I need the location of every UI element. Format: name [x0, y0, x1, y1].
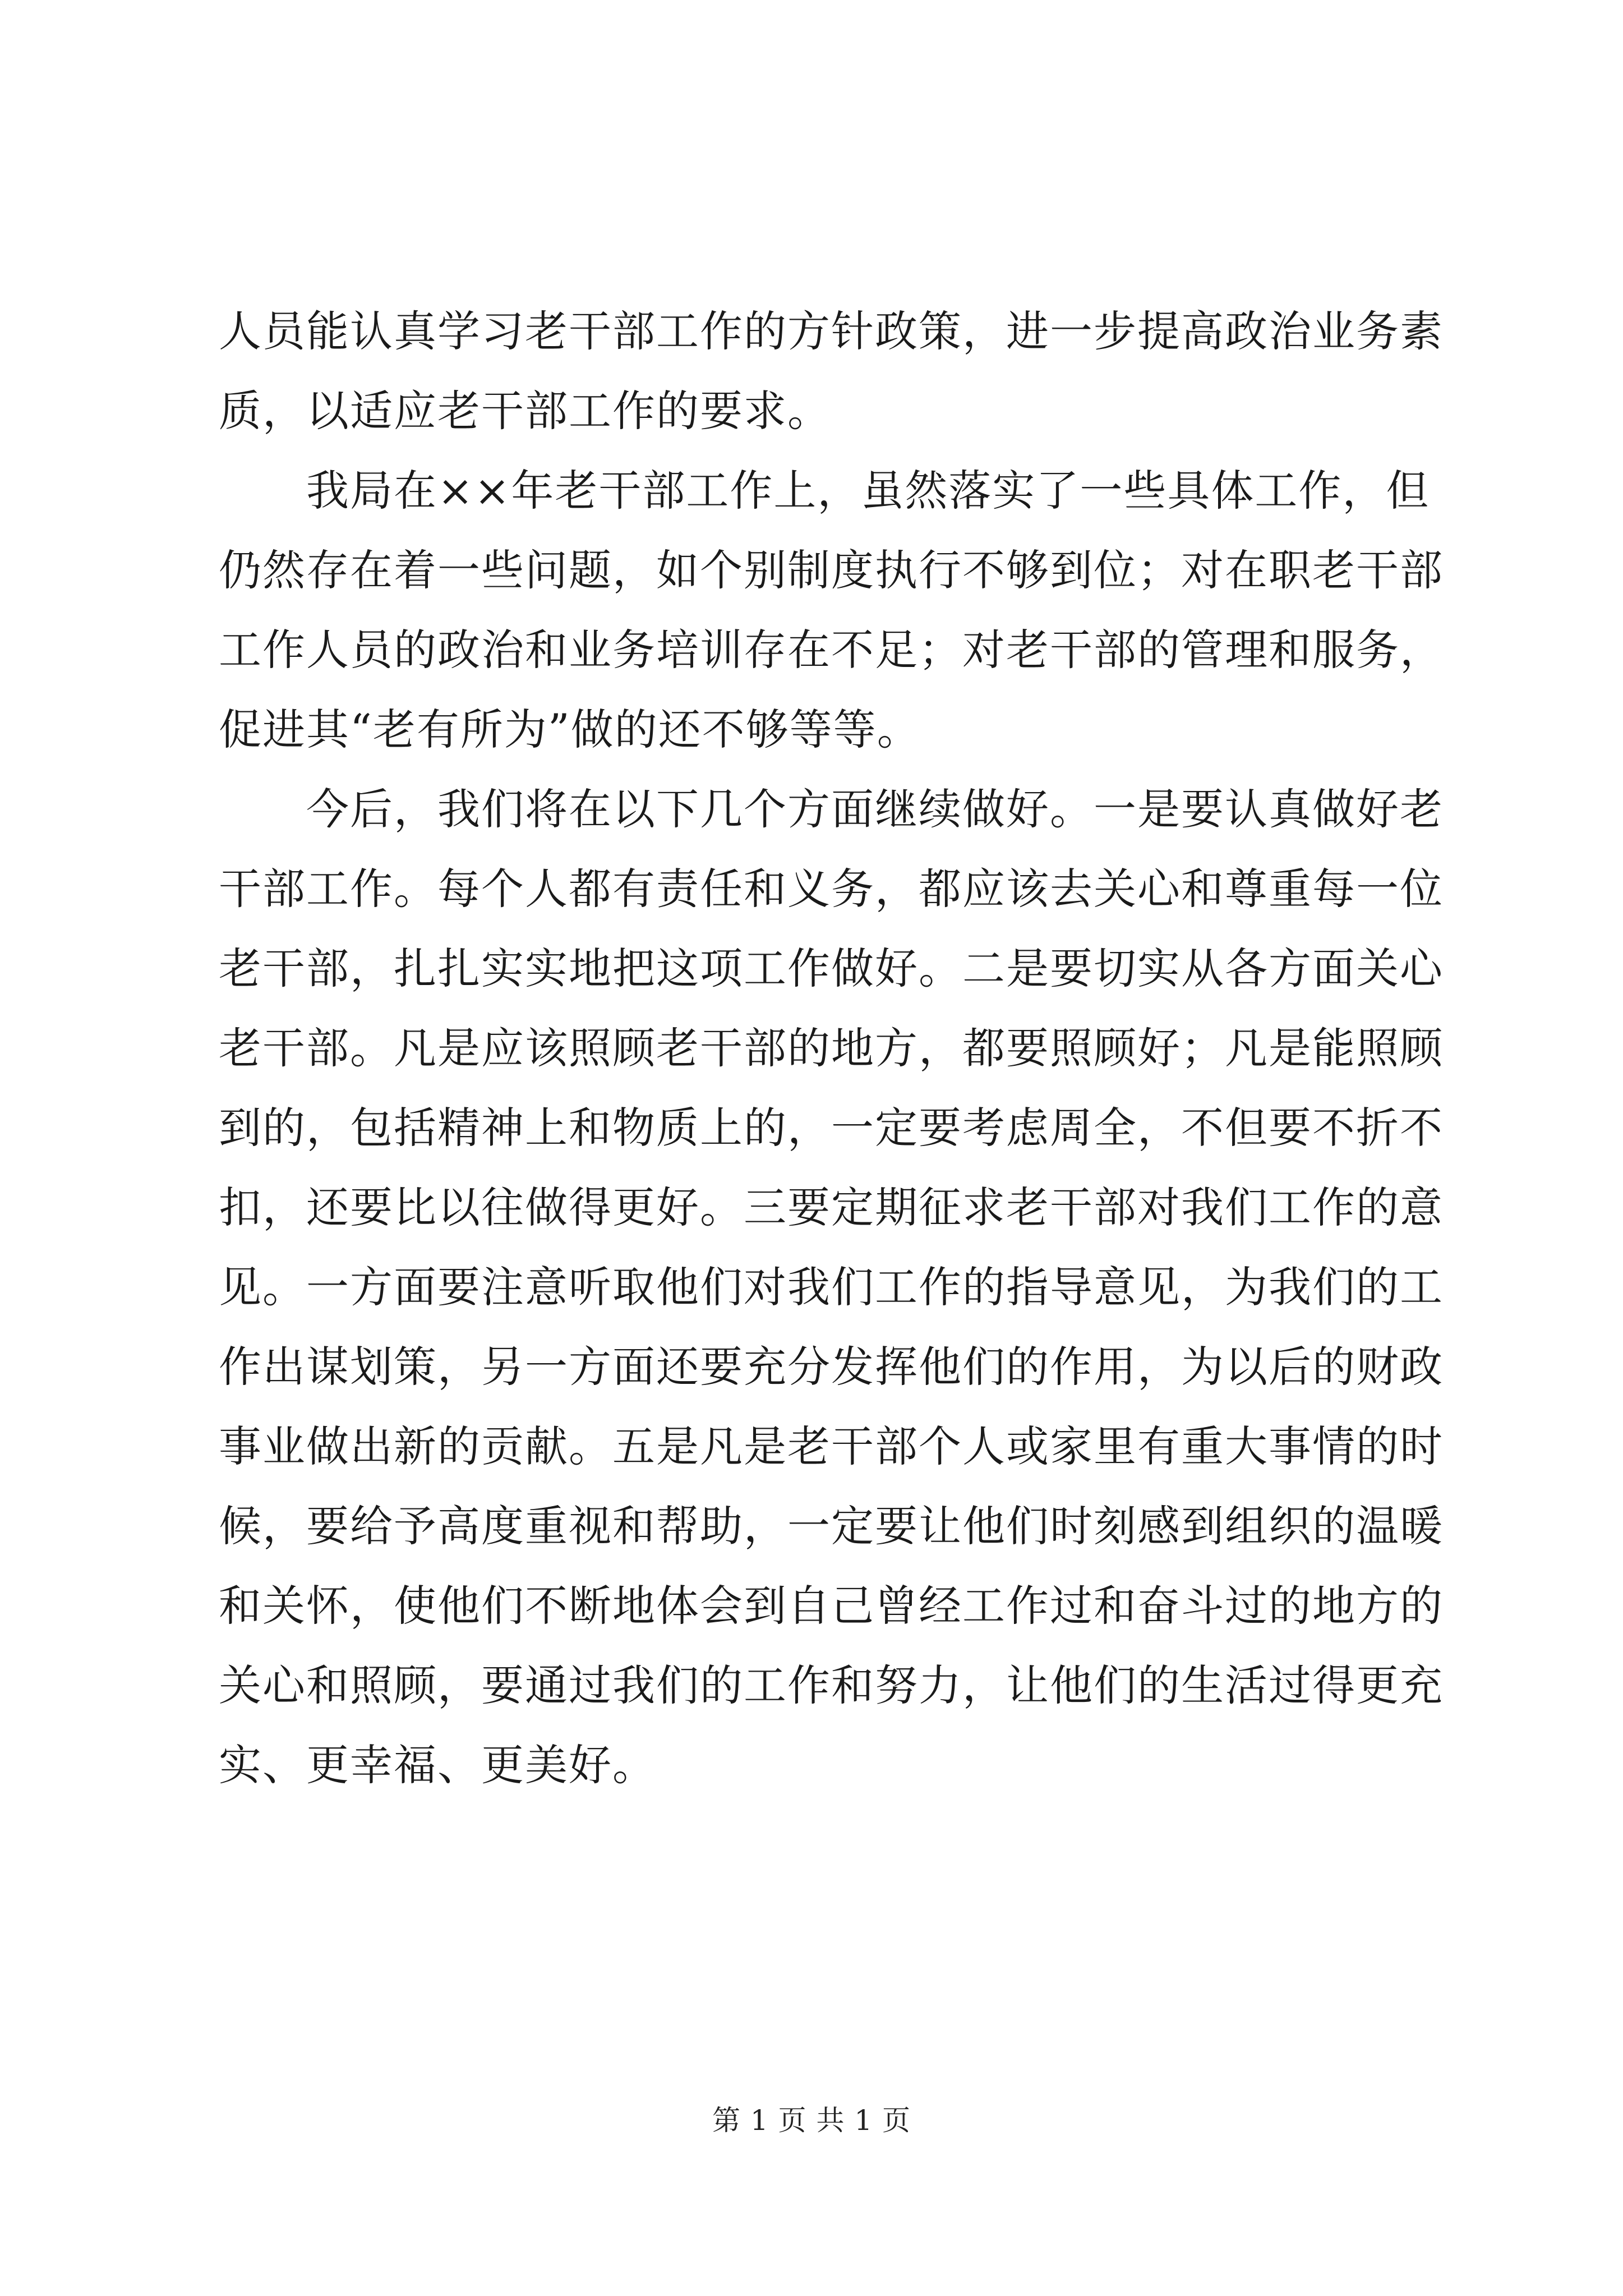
- text-line: 质，以适应老干部工作的要求。: [219, 386, 831, 436]
- text-line: 促进其“老有所为”做的还不够等等。: [219, 705, 921, 754]
- document-body: [219, 292, 1444, 1805]
- text-line: 工作人员的政治和业务培训存在不足；对老干部的管理和服务，: [219, 625, 1444, 675]
- text-line: 和关怀，使他们不断地体会到自己曾经工作过和奋斗过的地方的: [219, 1581, 1444, 1631]
- text-line: 干部工作。每个人都有责任和义务，都应该去关心和尊重每一位: [219, 864, 1444, 914]
- text-line: 今后，我们将在以下几个方面继续做好。一是要认真做好老: [219, 784, 1444, 834]
- text-line: 我局在××年老干部工作上，虽然落实了一些具体工作，但: [219, 466, 1430, 516]
- text-line: 作出谋划策，另一方面还要充分发挥他们的作用，为以后的财政: [219, 1342, 1444, 1392]
- text-line: 老干部。凡是应该照顾老干部的地方，都要照顾好；凡是能照顾: [219, 1023, 1444, 1073]
- text-line: 到的，包括精神上和物质上的，一定要考虑周全，不但要不折不: [219, 1103, 1444, 1153]
- text-line: 实、更幸福、更美好。: [219, 1740, 656, 1790]
- text-line: 老干部，扎扎实实地把这项工作做好。二是要切实从各方面关心: [219, 944, 1444, 993]
- text-line: 扣，还要比以往做得更好。三要定期征求老干部对我们工作的意: [219, 1182, 1444, 1232]
- page-footer: 第 1 页 共 1 页: [712, 2104, 911, 2137]
- text-line: 仍然存在着一些问题，如个别制度执行不够到位；对在职老干部: [219, 545, 1444, 595]
- text-line: 人员能认真学习老干部工作的方针政策，进一步提高政治业务素: [219, 306, 1444, 356]
- text-line: 事业做出新的贡献。五是凡是老干部个人或家里有重大事情的时: [219, 1421, 1444, 1471]
- text-line: 关心和照顾，要通过我们的工作和努力，让他们的生活过得更充: [219, 1660, 1444, 1710]
- text-line: 见。一方面要注意听取他们对我们工作的指导意见，为我们的工: [219, 1262, 1444, 1312]
- text-line: 候，要给予高度重视和帮助，一定要让他们时刻感到组织的温暖: [219, 1501, 1444, 1551]
